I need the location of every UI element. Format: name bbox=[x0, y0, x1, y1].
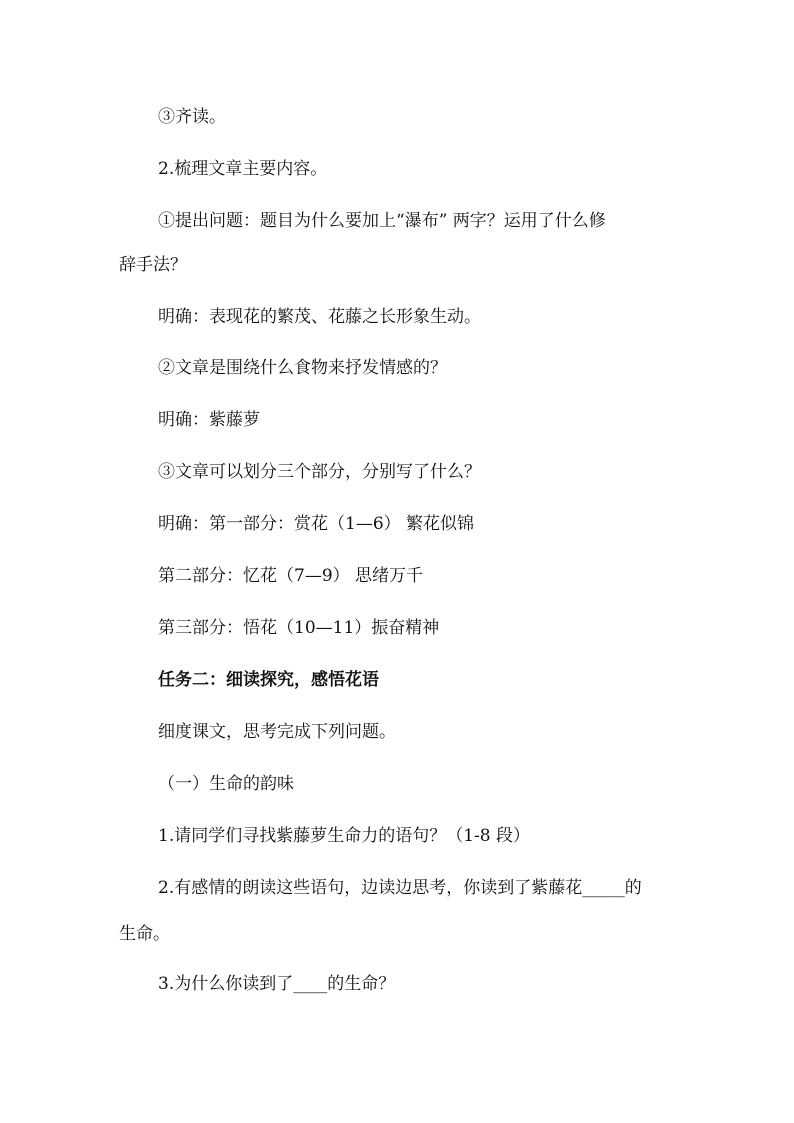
text-line: 明确：第一部分：赏花（1—6） 繁花似锦 bbox=[158, 514, 475, 534]
question-line: 1.请同学们寻找紫藤萝生命力的语句？（1-8 段） bbox=[158, 826, 530, 846]
section-heading: 2.梳理文章主要内容。 bbox=[158, 159, 328, 179]
question-line: 生命。 bbox=[119, 924, 170, 944]
text-line: ①提出问题：题目为什么要加上“瀑布” 两字？运用了什么修 bbox=[158, 211, 606, 231]
subsection-heading: （一）生命的韵味 bbox=[158, 774, 294, 794]
text-line: 细度课文，思考完成下列问题。 bbox=[158, 722, 396, 742]
question-line: 2.有感情的朗读这些语句，边读边思考，你读到了紫藤花_____的 bbox=[158, 878, 642, 898]
text-line: 明确：表现花的繁茂、花藤之长形象生动。 bbox=[158, 307, 481, 327]
task-heading: 任务二：细读探究，感悟花语 bbox=[158, 670, 379, 690]
text-line: 辞手法？ bbox=[119, 255, 187, 275]
text-line: 第二部分：忆花（7—9） 思绪万千 bbox=[158, 566, 424, 586]
text-line: ③齐读。 bbox=[158, 107, 226, 127]
text-line: 第三部分：悟花（10—11）振奋精神 bbox=[158, 618, 440, 638]
text-line: 明确：紫藤萝 bbox=[158, 410, 260, 430]
text-line: ②文章是围绕什么食物来抒发情感的？ bbox=[158, 358, 447, 378]
question-line: 3.为什么你读到了____的生命？ bbox=[158, 974, 396, 994]
text-line: ③文章可以划分三个部分，分别写了什么？ bbox=[158, 462, 481, 482]
